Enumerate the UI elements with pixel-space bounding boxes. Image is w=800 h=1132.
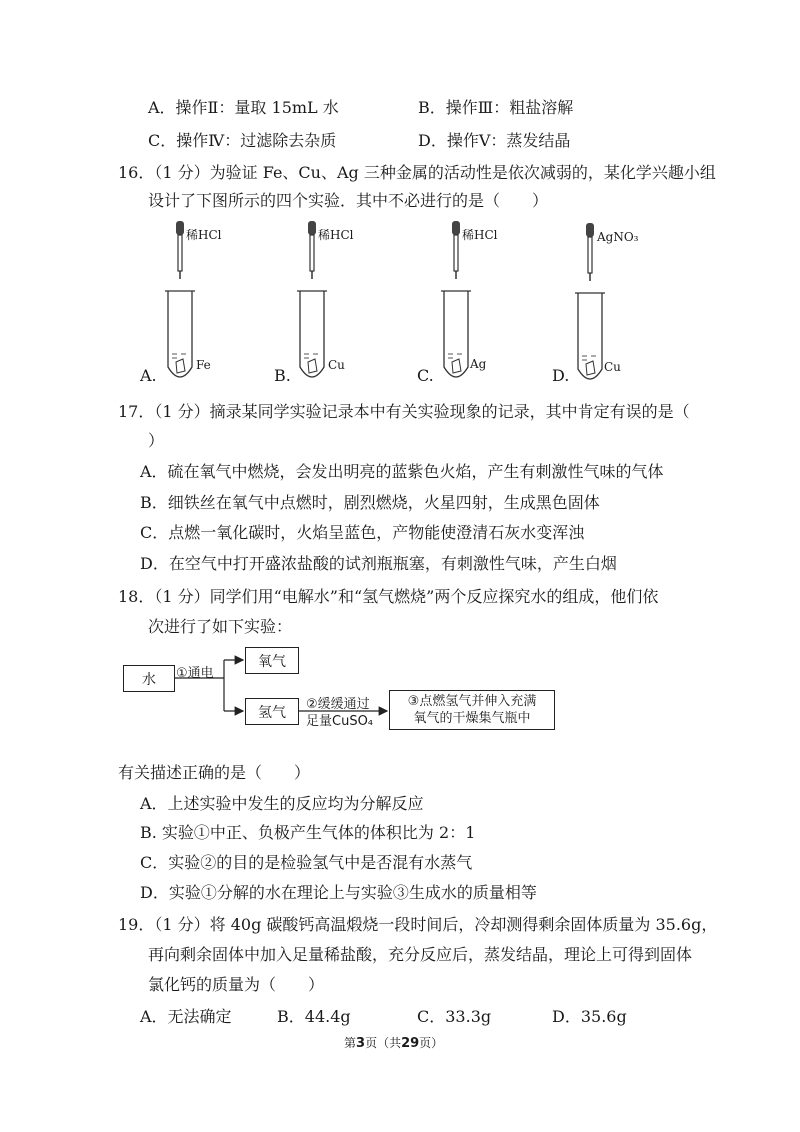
q17-option-d: D．在空气中打开盛浓盐酸的试剂瓶瓶塞，有刺激性气味，产生白烟 — [140, 554, 617, 573]
q17-option-a: A．硫在氧气中燃烧，会发出明亮的蓝紫色火焰，产生有刺激性气味的气体 — [140, 462, 664, 481]
q19-option-c: C．33.3g — [417, 1007, 492, 1026]
flow-step1-label: ①通电 — [176, 666, 214, 681]
q17-option-c: C．点燃一氧化碳时，火焰呈蓝色，产物能使澄清石灰水变浑浊 — [140, 523, 585, 542]
q15-option-a: A．操作Ⅱ：量取 15mL 水 — [148, 98, 339, 117]
flow-step3-line1: ③点燃氢气并伸入充满 — [407, 694, 537, 709]
q16-option-a: A. — [140, 366, 157, 385]
q18-stem-line2: 次进行了如下实验： — [148, 617, 293, 636]
q15-option-d: D．操作Ⅴ：蒸发结晶 — [418, 131, 571, 150]
q15-option-c: C．操作Ⅳ：过滤除去杂质 — [148, 131, 337, 150]
q19-stem-line1: 19．（1 分）将 40g 碳酸钙高温煅烧一段时间后，冷却测得剩余固体质量为 35.6g， — [118, 915, 718, 934]
flow-step2-label-2: 足量CuSO₄ — [306, 714, 374, 729]
q18-stem-line1: 18．（1 分）同学们用“电解水”和“氢气燃烧”两个反应探究水的组成，他们依 — [118, 587, 659, 606]
flow-oxygen-box: 氧气 — [245, 647, 299, 674]
footer-total-pages: 29 — [401, 1036, 420, 1051]
tube-d-metal: Cu — [604, 360, 621, 374]
tube-b — [297, 221, 327, 377]
flow-step3-line2: 氧气的干燥集气瓶中 — [413, 711, 531, 726]
tube-a-reagent: 稀HCl — [186, 228, 222, 242]
page-footer — [344, 1034, 443, 1051]
q16-stem-line1: 16．（1 分）为验证 Fe、Cu、Ag 三种金属的活动性是依次减弱的，某化学兴趣小组 — [118, 163, 716, 182]
q16-option-d: D. — [552, 366, 570, 385]
q18-option-b: B. 实验①中正、负极产生气体的体积比为 2：1 — [140, 823, 476, 842]
tube-d-reagent: AgNO₃ — [597, 230, 639, 244]
tube-c-reagent: 稀HCl — [462, 228, 498, 242]
q17-option-b: B．细铁丝在氧气中点燃时，剧烈燃烧，火星四射，生成黑色固体 — [140, 493, 600, 512]
q15-option-b: B．操作Ⅲ：粗盐溶解 — [418, 98, 574, 117]
q19-option-d: D．35.6g — [552, 1007, 627, 1026]
tube-d — [575, 223, 605, 379]
q18-option-a: A．上述实验中发生的反应均为分解反应 — [140, 794, 424, 813]
q16-option-b: B. — [274, 366, 291, 385]
q16-option-c: C. — [417, 366, 434, 385]
flow-arrows — [0, 640, 800, 740]
footer-suffix: 页） — [419, 1036, 444, 1050]
flow-hydrogen-box: 氢气 — [245, 698, 299, 725]
q19-option-b: B．44.4g — [277, 1007, 351, 1026]
q18-option-c: C．实验②的目的是检验氢气中是否混有水蒸气 — [140, 853, 473, 872]
q19-stem-line3: 氯化钙的质量为（ ） — [148, 975, 325, 994]
flow-water-box: 水 — [123, 665, 175, 692]
q19-stem-line2: 再向剩余固体中加入足量稀盐酸，充分反应后，蒸发结晶，理论上可得到固体 — [148, 945, 693, 964]
tube-c-metal: Ag — [470, 357, 487, 371]
q18-question: 有关描述正确的是（ ） — [118, 763, 311, 782]
tube-b-metal: Cu — [328, 358, 345, 372]
tube-c — [441, 221, 471, 377]
footer-page-number: 3 — [356, 1036, 366, 1051]
q17-stem-line1: 17．（1 分）摘录某同学实验记录本中有关实验现象的记录，其中肯定有误的是（ — [118, 402, 690, 421]
q16-test-tube-figure — [0, 215, 800, 390]
tube-b-reagent: 稀HCl — [318, 228, 354, 242]
tube-a — [165, 221, 195, 377]
flow-step2-label-1: ②缓缓通过 — [306, 697, 370, 712]
tube-a-metal: Fe — [196, 358, 211, 372]
q18-option-d: D．实验①分解的水在理论上与实验③生成水的质量相等 — [140, 883, 537, 902]
q19-option-a: A．无法确定 — [140, 1007, 232, 1026]
footer-prefix: 第 — [344, 1036, 357, 1050]
q17-stem-line2: ） — [148, 431, 165, 450]
footer-mid: 页（共 — [365, 1036, 402, 1050]
q16-stem-line2: 设计了下图所示的四个实验．其中不必进行的是（ ） — [148, 191, 549, 210]
